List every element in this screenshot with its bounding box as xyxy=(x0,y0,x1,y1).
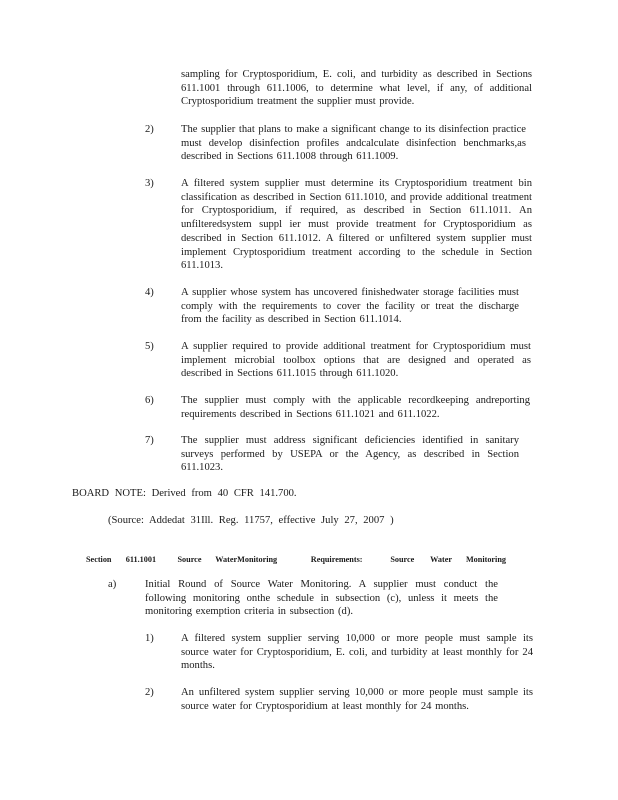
board-note: BOARD NOTE: Derived from 40 CFR 141.700. xyxy=(72,488,297,499)
heading-word-water: Water xyxy=(430,555,452,564)
item-6-label: 6) xyxy=(145,395,154,406)
sub-item-2-text: An unfiltered system supplier serving 10,000 or more people must sample its source water for Cryptosporidium at least monthly for 24 months. xyxy=(181,687,533,712)
intro-continuation: sampling for Cryptosporidium, E. coli, and turbidity as described in Sections 611.1001 through 611.1006, to determine what level, if any, of additional Cryptosporidium treatment the supplier must provide. xyxy=(181,69,532,108)
heading-word-source: Source xyxy=(177,555,202,564)
item-2-label: 2) xyxy=(145,124,154,135)
heading-section-word: Section xyxy=(86,555,112,564)
item-3-label: 3) xyxy=(145,178,154,189)
section-heading xyxy=(86,555,506,564)
item-7-text: The supplier must address significant deficiencies identified in sanitary surveys performed by USEPA or the Agency, as described in Section 611.1023. xyxy=(181,435,519,474)
sub-item-1-text: A filtered system supplier serving 10,000 or more people must sample its source water for Cryptosporidium, E. coli, and turbidity at least monthly for 24 months. xyxy=(181,633,533,672)
subsection-a-text: Initial Round of Source Water Monitoring. A supplier must conduct the following monitoring onthe schedule in subsection (c), unless it meets the monitoring exemption criteria in subsection (d). xyxy=(145,579,498,618)
heading-word-monitoring: Monitoring xyxy=(465,555,506,564)
item-6-text: The supplier must comply with the applicable recordkeeping andreporting requirements described in Sections 611.1021 and 611.1022. xyxy=(181,395,530,420)
heading-word-source-2: Source xyxy=(390,555,415,564)
item-5-label: 5) xyxy=(145,341,154,352)
item-4-text: A supplier whose system has uncovered finishedwater storage facilities must comply with the requirements to cover the facility or treat the discharge from the facility as described in Section 611.1014. xyxy=(181,287,519,326)
item-2-text: The supplier that plans to make a significant change to its disinfection practice must develop disinfection profiles andcalculate disinfection benchmarks,as described in Sections 611.1008 through 611.1009. xyxy=(181,124,527,163)
subsection-a-label: a) xyxy=(108,579,117,590)
source-note: (Source: Addedat 31Ill. Reg. 11757, effective July 27, 2007 ) xyxy=(108,515,394,526)
item-4-label: 4) xyxy=(145,287,154,298)
heading-word-requirements: Requirements: xyxy=(310,555,363,564)
sub-item-2-label: 2) xyxy=(145,687,154,698)
item-5-text: A supplier required to provide additional treatment for Cryptosporidium must implement microbial toolbox options that are designed and operated as described in Sections 611.1015 through 611.1020. xyxy=(181,341,531,380)
sub-item-1-label: 1) xyxy=(145,633,154,644)
item-7-label: 7) xyxy=(145,435,154,446)
item-3-text: A filtered system supplier must determine its Cryptosporidium treatment bin classification as described in Section 611.1010, and provide additional treatment for Cryptosporidium, if required, as described in Section 611.1011. An unfilteredsystem suppl ier must provide treatment for Cryptosporidium as described in Section 611.1012. A filtered or unfiltered system supplier must implement Cryptosporidium treatment according to the schedule in Section 611.1013. xyxy=(181,178,532,272)
heading-word-watermonitoring: WaterMonitoring xyxy=(215,555,278,564)
heading-section-number: 611.1001 xyxy=(125,555,157,564)
